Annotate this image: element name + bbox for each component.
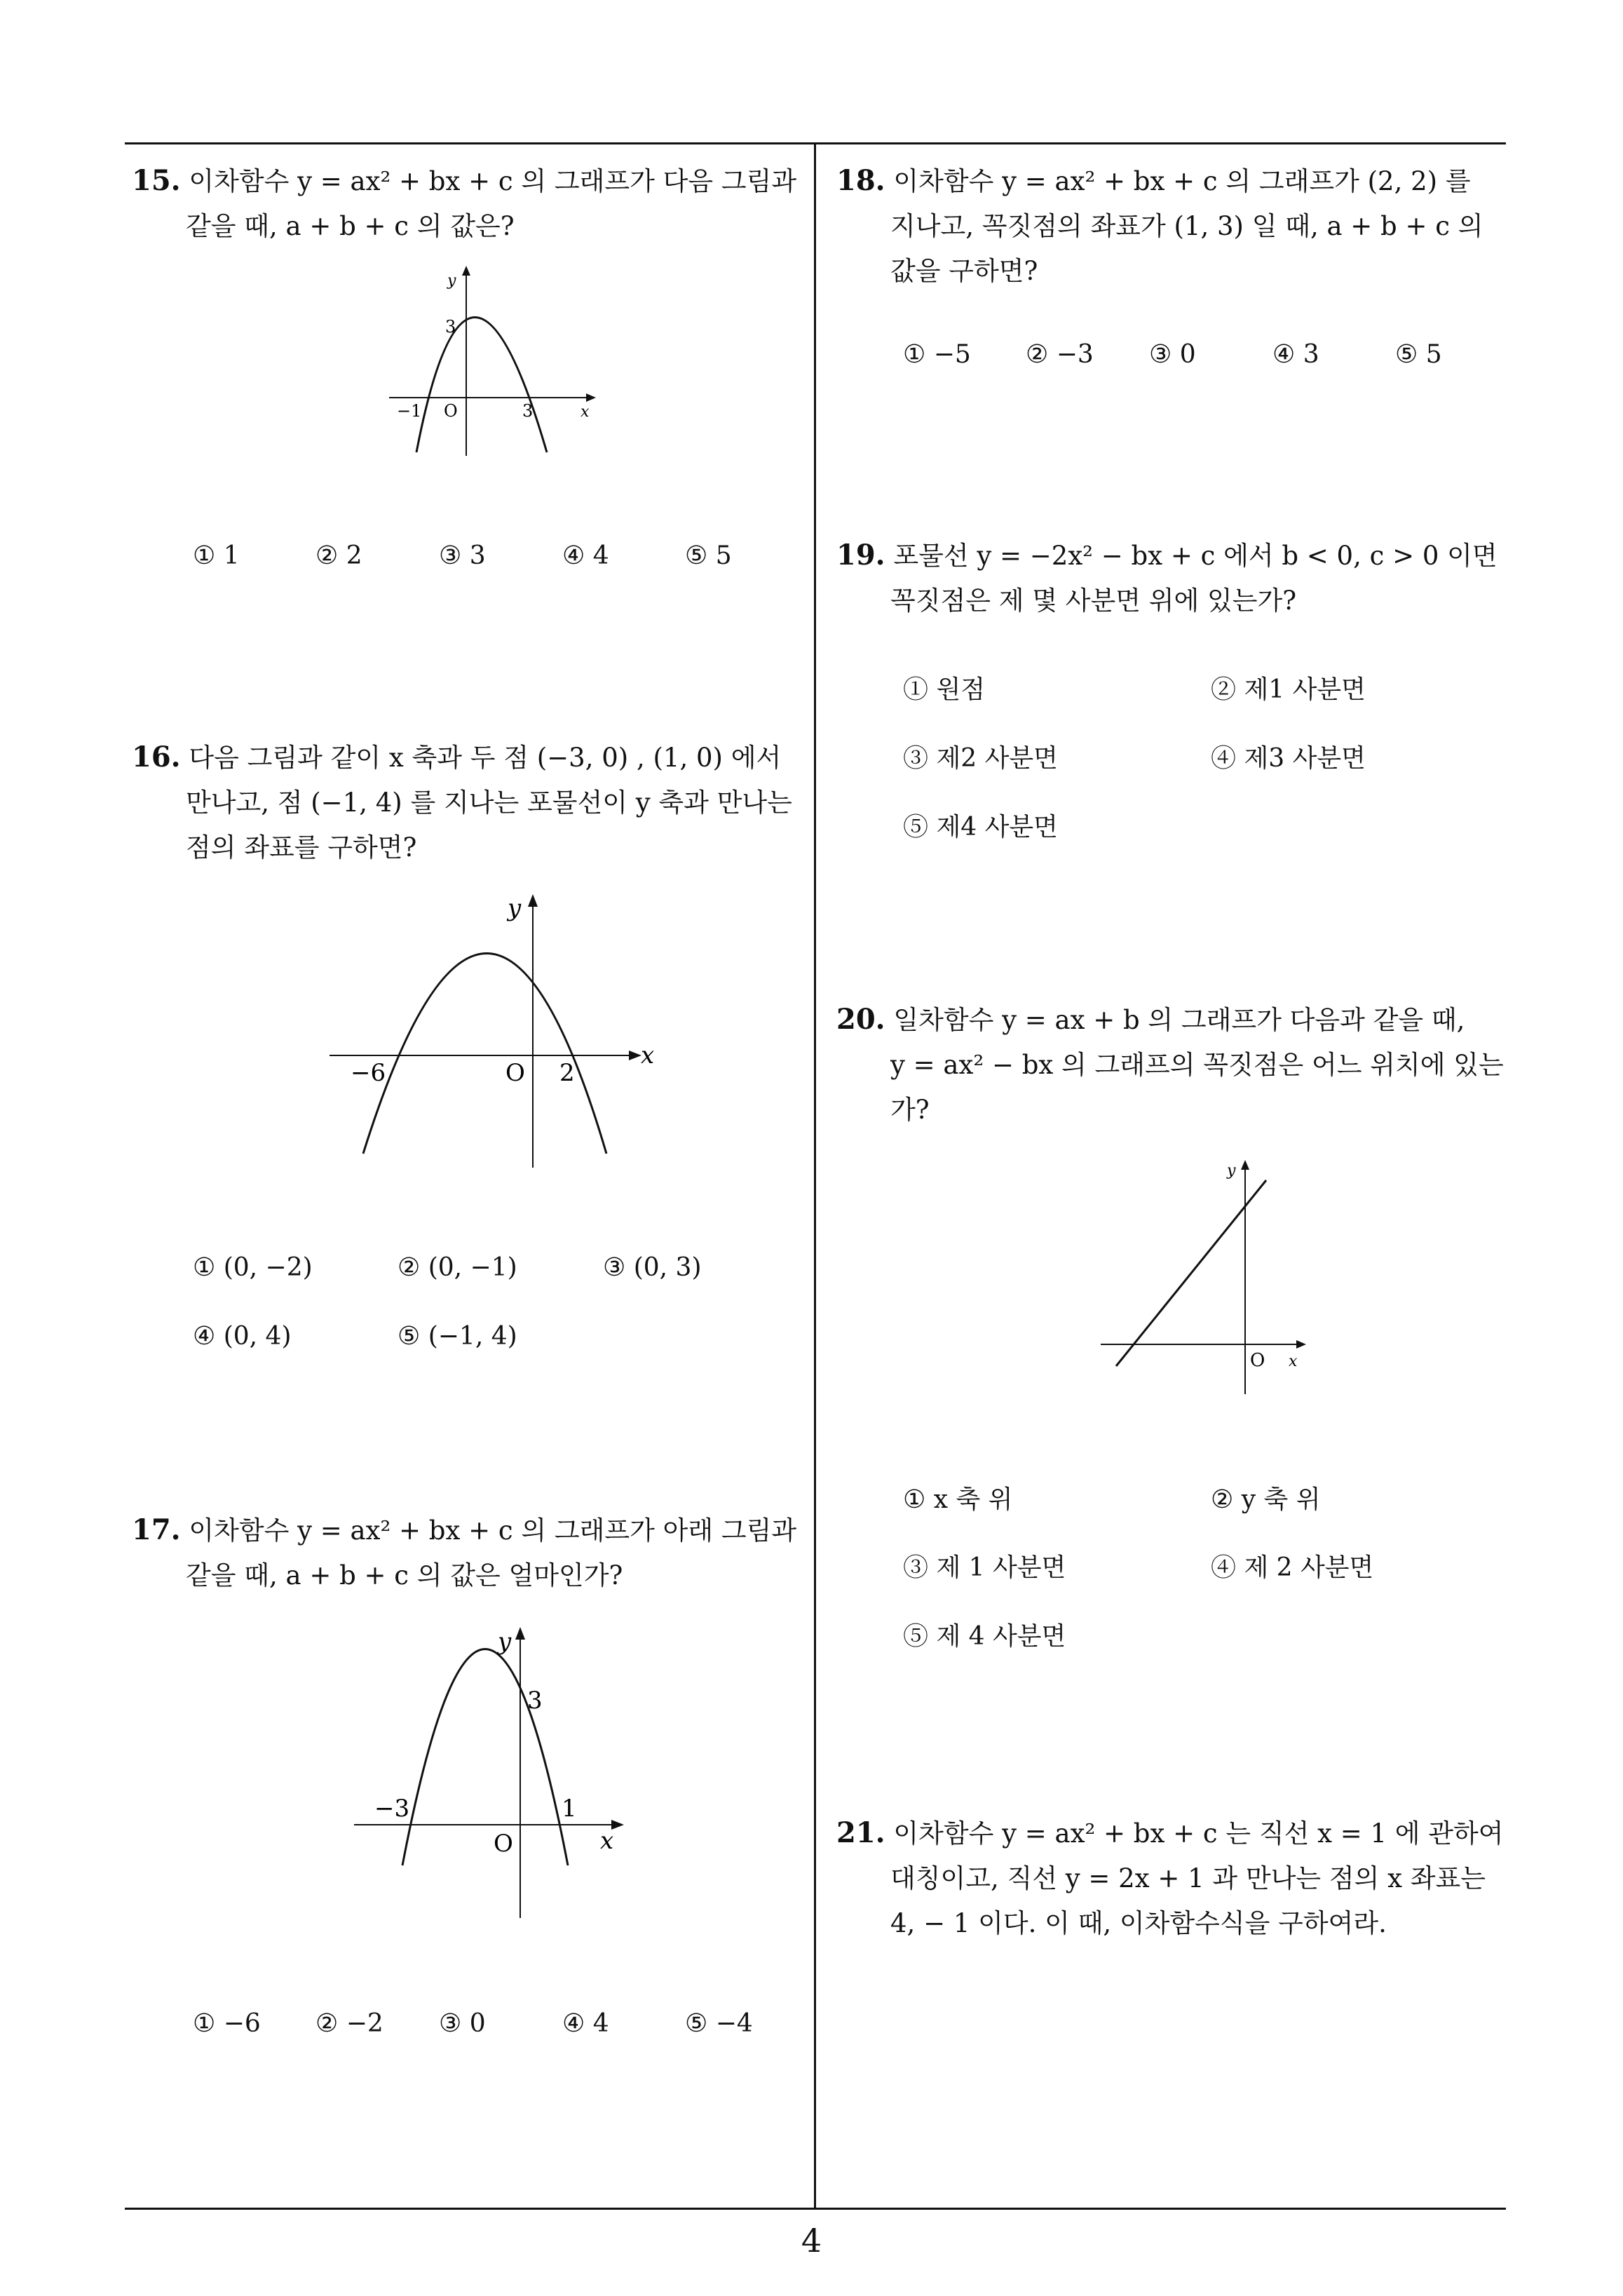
origin-label: O (494, 1830, 513, 1858)
question-21 (836, 1811, 1504, 1946)
option-1[interactable]: ① (0, −2) (193, 1253, 313, 1282)
question-text: 이차함수 y = ax² + bx + c 의 그래프가 아래 그림과 (189, 1515, 797, 1546)
tick-label-pos: 3 (522, 401, 534, 421)
option-4[interactable]: ④ 4 (562, 2009, 609, 2038)
option-3[interactable]: ③ 제2 사분면 (903, 744, 1058, 773)
question-text: 이차함수 y = ax² + bx + c 는 직선 x = 1 에 관하여 (893, 1818, 1504, 1849)
question-text: 다음 그림과 같이 x 축과 두 점 (−3, 0) , (1, 0) 에서 (189, 743, 782, 773)
option-3[interactable]: ③ 3 (439, 541, 486, 570)
question-text: 포물선 y = −2x² − bx + c 에서 b < 0, c > 0 이면 (893, 541, 1498, 571)
q15-graph (379, 263, 603, 452)
question-number: 17. (132, 1513, 181, 1546)
option-4[interactable]: ④ 4 (562, 541, 609, 570)
question-text: 이차함수 y = ax² + bx + c 의 그래프가 (2, 2) 를 (893, 166, 1471, 196)
option-2[interactable]: ② y 축 위 (1211, 1485, 1321, 1514)
question-text: 지나고, 꼭짓점의 좌표가 (1, 3) 일 때, a + b + c 의 (890, 211, 1483, 241)
question-17 (132, 1508, 796, 1598)
line-graph (1116, 1180, 1266, 1366)
question-15 (132, 158, 796, 249)
question-text: y = ax² − bx 의 그래프의 꼭짓점은 어느 위치에 있는 (890, 1050, 1504, 1080)
question-20 (836, 997, 1504, 1133)
question-text: 가? (890, 1095, 930, 1125)
y-axis-label: y (447, 272, 456, 290)
option-2[interactable]: ② 2 (315, 541, 362, 570)
x-axis-arrow (1296, 1340, 1306, 1349)
q17-graph (344, 1613, 638, 1929)
tick-label-y: 3 (445, 317, 456, 337)
question-number: 20. (836, 1003, 885, 1036)
y-axis-label: y (1227, 1162, 1236, 1180)
origin-label: O (1250, 1350, 1265, 1371)
origin-label: O (505, 1059, 525, 1087)
question-number: 18. (836, 164, 885, 197)
q20-graph (1094, 1154, 1318, 1399)
option-4[interactable]: ④ (0, 4) (193, 1322, 292, 1351)
option-3[interactable]: ③ 0 (439, 2009, 486, 2038)
y-axis-label: y (508, 894, 522, 922)
question-text: 만나고, 점 (−1, 4) 를 지나는 포물선이 y 축과 만나는 (186, 788, 792, 818)
option-4[interactable]: ④ 3 (1272, 340, 1319, 369)
option-1[interactable]: ① 원점 (903, 675, 985, 704)
origin-label: O (444, 401, 458, 421)
question-text: 값을 구하면? (890, 256, 1038, 286)
question-number: 19. (836, 539, 885, 572)
option-1[interactable]: ① −6 (193, 2009, 261, 2038)
x-axis-label: x (641, 1041, 655, 1069)
x-axis-label: x (600, 1827, 614, 1855)
x-axis-label: x (580, 403, 590, 421)
option-5[interactable]: ⑤ (−1, 4) (398, 1322, 517, 1351)
option-2[interactable]: ② (0, −1) (398, 1253, 517, 1282)
y-axis-arrow (462, 266, 470, 276)
option-5[interactable]: ⑤ −4 (685, 2009, 753, 2038)
x-axis-arrow (629, 1051, 641, 1060)
parabola (402, 1649, 568, 1866)
tick-label-pos: 1 (562, 1795, 577, 1823)
y-axis-label: y (498, 1628, 512, 1656)
option-3[interactable]: ③ 제 1 사분면 (903, 1553, 1066, 1582)
option-2[interactable]: ② 제1 사분면 (1211, 675, 1366, 704)
tick-label-neg: −6 (351, 1059, 386, 1087)
option-2[interactable]: ② −3 (1026, 340, 1094, 369)
y-axis-arrow (515, 1627, 525, 1640)
bottom-rule (125, 2208, 1506, 2210)
tick-label-neg: −3 (374, 1795, 410, 1823)
tick-label-y: 3 (527, 1687, 543, 1715)
question-number: 16. (132, 741, 181, 774)
parabola (363, 954, 606, 1154)
option-3[interactable]: ③ 0 (1149, 340, 1196, 369)
parabola (416, 318, 547, 453)
question-16 (132, 735, 792, 870)
option-3[interactable]: ③ (0, 3) (603, 1253, 702, 1282)
question-number: 21. (836, 1816, 885, 1849)
option-5[interactable]: ⑤ 제 4 사분면 (903, 1622, 1066, 1651)
question-text: 일차함수 y = ax + b 의 그래프가 다음과 같을 때, (893, 1005, 1465, 1035)
y-axis-arrow (528, 894, 538, 907)
option-4[interactable]: ④ 제 2 사분면 (1211, 1553, 1374, 1582)
option-2[interactable]: ② −2 (315, 2009, 383, 2038)
question-text: 이차함수 y = ax² + bx + c 의 그래프가 다음 그림과 (189, 166, 797, 196)
column-divider (814, 142, 816, 2210)
question-text: 같을 때, a + b + c 의 값은 얼마인가? (186, 1560, 623, 1591)
option-5[interactable]: ⑤ 제4 사분면 (903, 813, 1058, 842)
question-text: 꼭짓점은 제 몇 사분면 위에 있는가? (890, 586, 1297, 616)
tick-label-pos: 2 (559, 1059, 575, 1087)
question-text: 4, − 1 이다. 이 때, 이차함수식을 구하여라. (890, 1908, 1387, 1938)
option-1[interactable]: ① 1 (193, 541, 240, 570)
question-text: 점의 좌표를 구하면? (186, 832, 417, 863)
x-axis-label: x (1289, 1353, 1298, 1370)
option-5[interactable]: ⑤ 5 (1395, 340, 1442, 369)
y-axis-arrow (1241, 1160, 1249, 1170)
option-1[interactable]: ① x 축 위 (903, 1485, 1013, 1514)
page-number: 4 (801, 2222, 822, 2260)
option-1[interactable]: ① −5 (903, 340, 971, 369)
x-axis-arrow (586, 393, 596, 402)
question-18 (836, 158, 1483, 294)
option-5[interactable]: ⑤ 5 (685, 541, 732, 570)
question-text: 같을 때, a + b + c 의 값은? (186, 211, 515, 241)
question-19 (836, 533, 1498, 623)
option-4[interactable]: ④ 제3 사분면 (1211, 744, 1366, 773)
q16-graph (322, 884, 673, 1171)
question-number: 15. (132, 164, 181, 197)
question-text: 대칭이고, 직선 y = 2x + 1 과 만나는 점의 x 좌표는 (890, 1863, 1486, 1893)
tick-label-neg: −1 (397, 401, 422, 421)
